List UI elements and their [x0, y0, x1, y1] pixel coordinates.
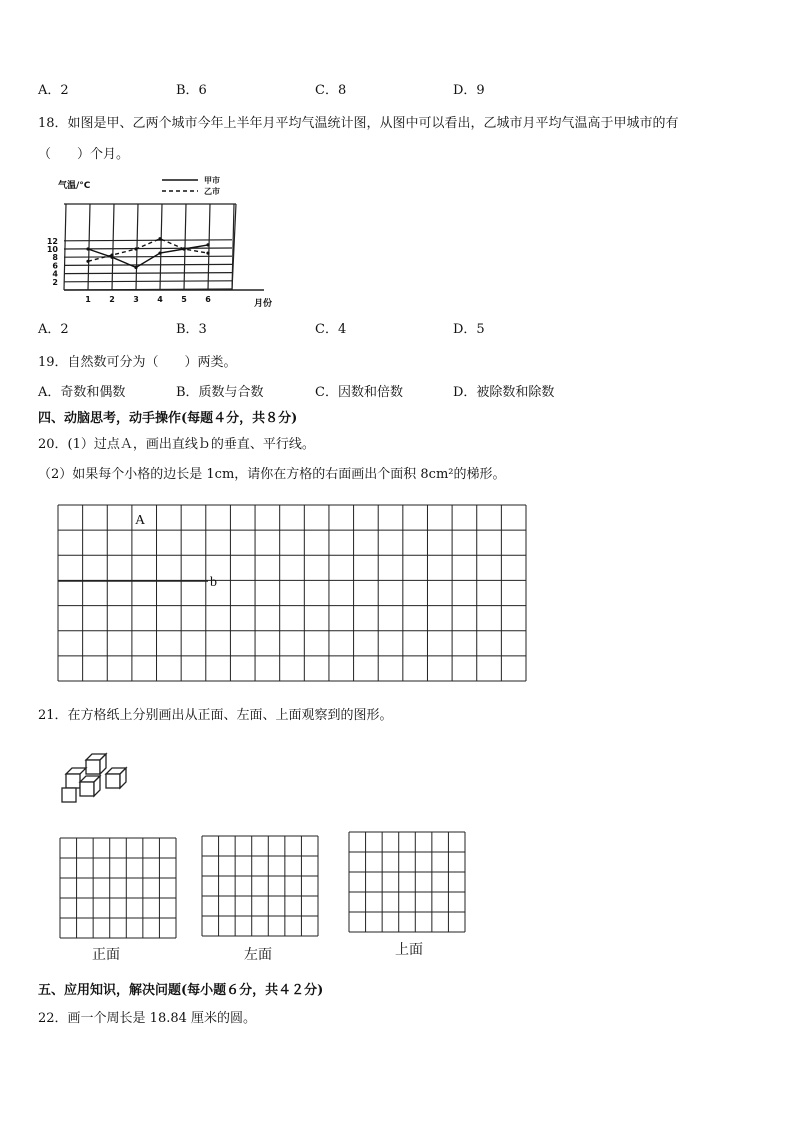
y-tick-label: 10 — [46, 245, 58, 254]
q20-grid — [58, 505, 526, 681]
left-view-caption: 左面 — [244, 947, 272, 963]
q17-option-c: C．8 — [315, 83, 347, 98]
data-point — [86, 247, 89, 250]
data-point — [182, 247, 185, 250]
q18-option-a: A．2 — [38, 322, 69, 337]
x-tick-label: 1 — [85, 295, 91, 304]
q18-stem-line1: 18．如图是甲、乙两个城市今年上半年月平均气温统计图，从图中可以看出，乙城市月平均气温高于甲城市的有 — [38, 116, 679, 131]
data-point — [158, 237, 161, 240]
data-point — [158, 252, 161, 255]
y-tick-label: 12 — [46, 236, 58, 246]
q22-stem: 22．画一个周长是 18.84 厘米的圆。 — [38, 1011, 257, 1026]
q17-option-b: B．6 — [176, 83, 207, 98]
data-point — [134, 266, 137, 269]
y-tick-label: 4 — [52, 269, 58, 279]
chart-gridline-v — [64, 204, 66, 290]
front-view-grid — [60, 838, 176, 938]
top-view-grid — [349, 832, 465, 932]
chart-gridline-v — [112, 204, 114, 290]
legend-label: 乙市 — [204, 187, 220, 196]
q20-part2: （2）如果每个小格的边长是 1cm，请你在方格的右面画出个面积 8cm²的梯形。 — [38, 467, 506, 482]
data-point — [206, 243, 209, 246]
section-4-heading: 四、动脑思考，动手操作(每题４分，共８分) — [38, 411, 298, 426]
x-tick-label: 5 — [181, 295, 187, 304]
y-tick-label: 8 — [52, 253, 58, 263]
data-point — [86, 260, 89, 263]
chart-gridline-v — [160, 204, 162, 290]
cube-stack-figure — [60, 752, 140, 812]
y-tick-label: 6 — [52, 261, 58, 271]
line-b-label: b — [210, 575, 217, 590]
chart-gridline-h — [64, 264, 232, 265]
q18-option-c: C．4 — [315, 322, 347, 337]
q19-option-a: A．奇数和偶数 — [38, 385, 126, 400]
q19-option-c: C．因数和倍数 — [315, 385, 403, 400]
q18-option-d: D．5 — [453, 322, 485, 337]
point-a-label: A — [135, 513, 146, 528]
top-view-caption: 上面 — [395, 942, 423, 958]
q19-stem: 19．自然数可分为（ ）两类。 — [38, 355, 237, 370]
q17-option-a: A．2 — [38, 83, 69, 98]
q17-option-d: D．9 — [453, 83, 485, 98]
section-5-heading: 五、应用知识，解决问题(每小题６分，共４２分) — [38, 983, 324, 998]
chart-gridline-v — [136, 204, 138, 290]
chart-gridline-v — [208, 204, 210, 290]
q19-option-d: D．被除数和除数 — [453, 385, 555, 400]
q18-stem-line2: （ ）个月。 — [38, 147, 130, 162]
chart-gridline-h — [64, 273, 232, 274]
y-axis-label: 气温/°C — [58, 181, 91, 191]
x-tick-label: 2 — [109, 295, 115, 304]
left-view-grid — [202, 836, 318, 936]
data-point — [206, 252, 209, 255]
q20-grid-lines — [58, 505, 526, 681]
q18-option-b: B．3 — [176, 322, 207, 337]
y-tick-label: 2 — [52, 277, 58, 287]
q20-part1: 20．(1）过点Ａ，画出直线ｂ的垂直、平行线。 — [38, 437, 315, 452]
chart-gridline-v — [184, 204, 186, 290]
chart-gridline-v — [88, 204, 90, 290]
x-tick-label: 4 — [157, 295, 163, 304]
data-point — [134, 247, 137, 250]
x-tick-label: 6 — [205, 295, 211, 304]
legend-label: 甲市 — [204, 176, 220, 185]
x-tick-label: 3 — [133, 295, 139, 304]
series-line-2 — [88, 239, 208, 262]
x-axis-label: 月份 — [254, 299, 273, 309]
data-point — [110, 254, 113, 257]
chart-gridline-h — [64, 281, 232, 282]
front-view-caption: 正面 — [92, 947, 120, 963]
temperature-line-chart — [40, 172, 300, 312]
q21-stem: 21．在方格纸上分别画出从正面、左面、上面观察到的图形。 — [38, 708, 393, 723]
q19-option-b: B．质数与合数 — [176, 385, 264, 400]
